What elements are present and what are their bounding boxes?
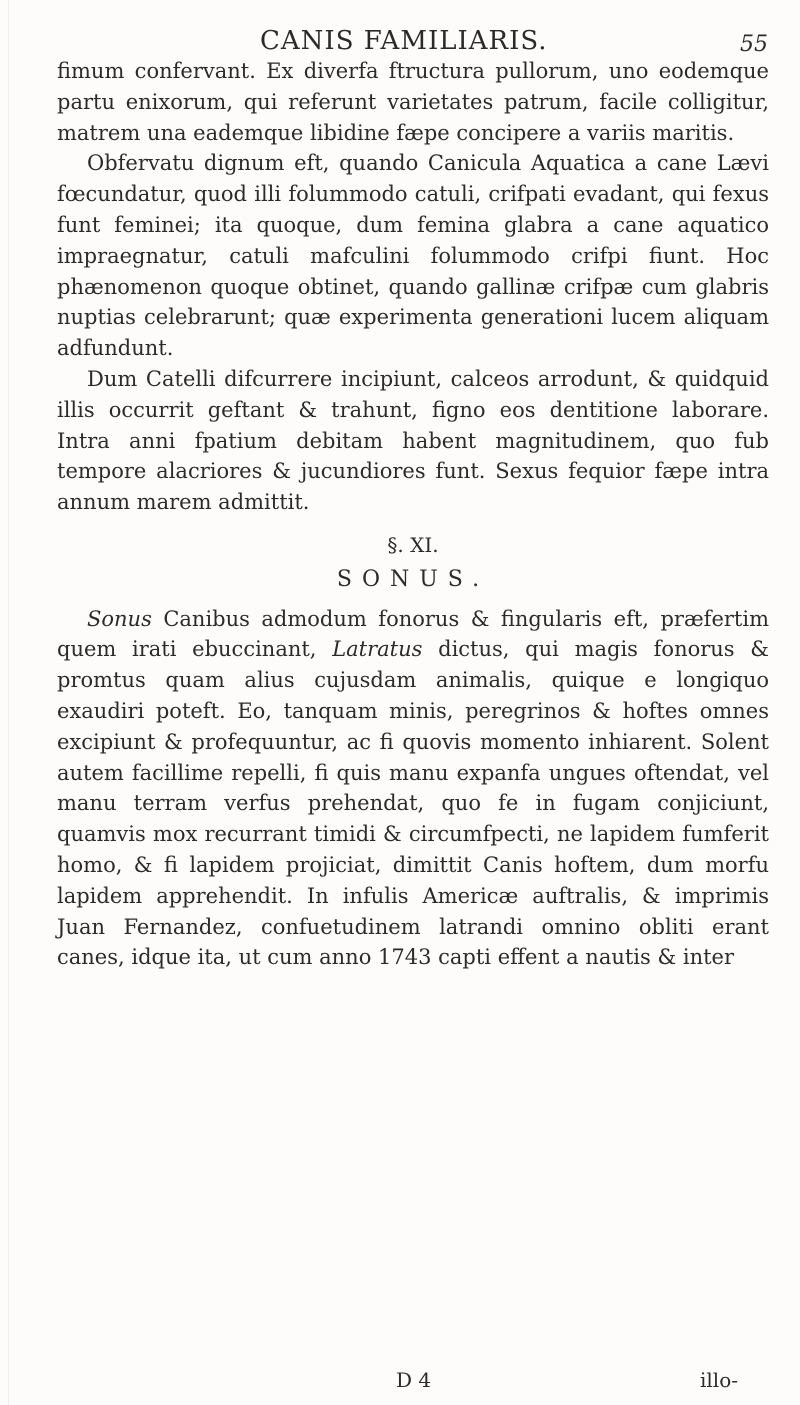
running-title: CANIS FAMILIARIS. <box>260 26 548 56</box>
page-edge <box>8 0 9 1405</box>
page-number: 55 <box>740 32 768 57</box>
main-text <box>57 56 769 973</box>
paragraph-4 <box>57 604 769 974</box>
paragraph-2: Obfervatu dignum eft, quando Canicula Aquatica a cane Lævi fœcundatur, quod illi folummodo catuli, crifpati evadant, qui fexus funt feminei; ita quoque, dum femina glabra a cane aquatico impraegnatur, catuli mafculini folummodo crifpi fiunt. Hoc phænomenon quoque obtinet, quando gallinæ crifpæ cum glabris nuptias celebrarunt; quæ experimenta generationi lucem aliquam adfundunt. <box>57 151 769 361</box>
paragraph-4-term: Latratus <box>332 637 423 662</box>
catchword: illo- <box>700 1368 738 1392</box>
footer-line <box>0 1368 800 1398</box>
paragraph-4-lead-term: Sonus <box>87 606 152 631</box>
section-number: §. XI. <box>387 532 439 557</box>
paragraph-1: fimum confervant. Ex diverfa ftructura pullorum, uno eodemque partu enixorum, qui referunt varietates patrum, facile colligitur, matrem una eademque libidine fæpe concipere a variis maritis. <box>57 59 769 145</box>
signature-mark: D 4 <box>396 1368 432 1392</box>
paragraph-3: Dum Catelli difcurrere incipiunt, calceos arrodunt, & quidquid illis occurrit geftant & trahunt, figno eos dentitione laborare. Intra anni fpatium debitam habent magnitudinem, quo fub tempore alacriores & jucundiores funt. Sexus fequior fæpe intra annum marem admittit. <box>57 366 769 515</box>
paragraph-4-text-a: Canibus admodum fonorus & fingularis eft, præfertim quem irati ebuccinant, <box>57 606 769 662</box>
running-head <box>0 26 800 60</box>
section-title: SONUS. <box>336 566 490 592</box>
paragraph-4-text-b: dictus, qui magis fonorus & promtus quam alius cujusdam animalis, quique e longiquo exaudiri poteft. Eo, tanquam minis, peregrinos & hoftes omnes excipiunt & profequuntur, ac fi quovis momento inhiarent. Solent autem facillime repelli, fi quis manu expanfa ungues oftendat, vel manu terram verfus prehendat, quo fe in fugam conjiciunt, quamvis mox recurrant timidi & circumfpecti, ne lapidem fumferit homo, & fi lapidem projiciat, dimittit Canis hoftem, dum morfu lapidem apprehendit. In infulis Americæ auftralis, & imprimis Juan Fernandez, confuetudinem latrandi omnino obliti erant canes, idque ita, ut cum anno 1743 capti effent a nautis & inter <box>57 637 769 970</box>
